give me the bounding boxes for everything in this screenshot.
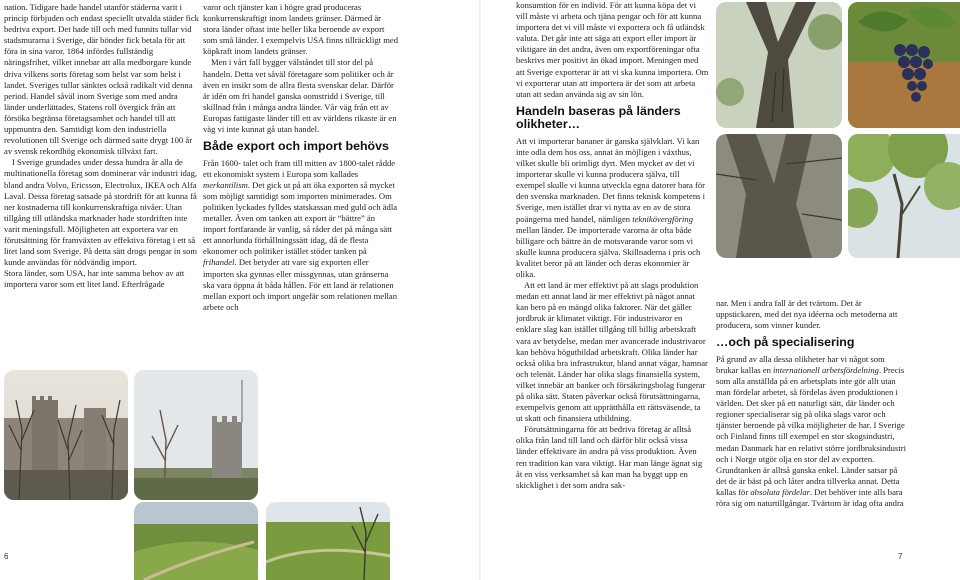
text-column-1 <box>4 2 200 314</box>
green-field-photo <box>134 502 258 580</box>
field-trees-photo <box>266 502 390 580</box>
page-number-right: 7 <box>898 552 903 561</box>
tree-trunk-photo <box>716 2 842 128</box>
tree-bark-photo <box>716 134 842 258</box>
section-heading: …och på specialisering <box>716 335 855 350</box>
paragraph: nar. Men i andra fall är det tvärtom. Det är uppstickaren, med det nya idéerna och metoderna att producera, som vinner kunder. <box>716 298 898 331</box>
paragraph: konsumtion för en individ. För att kunna köpa det vi vill måste vi arbeta och tjäna pengar och för att kunna importera det vi vill måste vi exportera och få utländsk valuta. Det går inte att säga att export eller import är viktigare än det andra, även om exportföreningar ofta beskrivs mer positivt än ökad import. Meningen med att Sverige exporterar är att vi ska kunna importera. Om vi exporterar utan att importera är det som att arbeta utan att sedan använda sig av sin lön. <box>516 0 709 99</box>
page-gutter <box>479 0 481 580</box>
paragraph: varor och tjänster kan i högre grad produceras konkurrenskraftigt inom landets gränser. Därmed är stora länder oftast inte heller lika beroende av export som små länder. I exempelvis USA finns tillräckligt med köpkraft inom landets gränser. <box>203 2 398 57</box>
paragraph: Att vi importerar bananer är ganska självklart. Vi kan inte odla dem hos oss, annat än möjligen i växthus, vilket skulle bli orimligt dyrt. Men mycket av det vi importerar skulle vi kunna producera själva, till exempel skulle vi kunna utveckla egna datorer bara för den svenska marknaden. Det finns teknisk kompetens i Sverige, men istället drar vi nytta av en av de stora poängerna med handel, nämligen teknikövergföring mellan länder. De importerade varorna är ofta både billigare och bättre än de motsvarande varor som vi skulle kunna producera själva. Skillnaderna i pris och kvalitet beror på att länder och deras ekonomier är olika. <box>516 135 706 279</box>
tower-photo <box>134 370 258 500</box>
paragraph: nation. Tidigare hade handel utanför städerna varit i princip förbjuden och endast speciellt utvalda städer fick bedriva export. Det hade till och med funnits tullar vid stadsmurarna i Sverige, där bönder fick betala för att föra in sina varor. 1864 infördes fullständig näringsfrihet, vilket innebar att alla medborgare kunde driva vilkens sorts företag som helst var som helst i landet. Sveriges tullar sänktes också radikalt vid denna period. Handel såväl inom Sverige som med andra länder underlättades. Statens roll övergick från att försöka begränsa företagsamhet och handel till att uppmuntra den. Samtidigt kom den industriella revolutionen till Sverige och därmed satte drygt 100 år av svensk rekordhög ekonomisk tillväxt fart. <box>4 2 199 157</box>
paragraph: Men i vårt fall bygger välståndet till stor del på handeln. Detta vet såväl företagare som politiker och är även en insikt som de allra flesta svenskar delar. Därför är idén om fri handel ganska oomstridd i Sverige, till skillnad från i många andra länder. Vår väg från ett av Europas fattigaste länder till ett av världens rikaste är en väg vi inte kunnat gå utan handel. <box>203 57 397 135</box>
grapes-photo <box>848 2 960 128</box>
page-number-left: 6 <box>4 552 9 561</box>
paragraph: Förutsättningarna för att bedriva företag är alltså olika från land till land och därför blir också vissa länder effektivare än andra på viss produktion. Även ren tradition kan vara viktigt. Har man länge ägnat sig åt en viss verksamhet så kan man ha byggt upp en skicklighet i det som andra sak- <box>516 424 703 490</box>
text-column-3 <box>516 0 709 515</box>
text-column-4 <box>716 298 908 524</box>
paragraph: Att ett land är mer effektivt på att slags produktion medan ett annat land är mer effektivt på något annat kan bero på en mängd olika faktorer. När det gäller jordbruk är klimatet viktigt. För industrivaror en enklare slag kan istället tillgång till billig arbetskraft vara av betydelse, medan mer avancerade industrivaror kan behöva högutbildad arbetskraft. Olika länder har också olika bra infrastruktur, bland annat vägar, hamnar och telenät. Länder har olika slags finansiella system, vilket innebär att banker och försäkringsbolag fungerar på olika sätt. Staten påverkar också förutsättningarna, exempelvis genom att upprätthålla ett rättsväsende, ta ut skatt och finansiera utbildning. <box>516 280 708 424</box>
paragraph: Från 1600- talet och fram till mitten av 1800-talet rådde ett ekonomiskt system i Europa som kallades merkantilism. Det gick ut på att öka exporten så mycket som möjligt samtidigt som importen minimerades. Om politiken lyckades fylldes statskassan med guld och ädla metaller. Även om tanken att export är “bättre” än import fortfarande är vanlig, så råder det på många sätt ett annorlunda förhållningssätt idag, då de flesta ekonomer och politiker istället stöder tanken på frihandel. Det betyder att vare sig exporten eller importen ska gynnas eller missgynnas, utan gränserna ska vara öppna åt båda hållen. För ett land är relationen mellan export och import ungefär som relationen mellan arbete och <box>203 157 398 312</box>
section-heading: Handeln baseras på länders olikheter… <box>516 103 681 132</box>
city-wall-photo <box>4 370 128 500</box>
paragraph: På grund av alla dessa olikheter har vi något som brukar kallas en internationell arbetsfördelning. Precis som alla anställda på en arbetsplats inte gör allt utan man fördelar arbetet, så fördelas även produktionen i världen. Det sker på ett naturligt sätt, där länder och regioner specialiserar sig på olika slags varor och tjänster beroende på vilka möjligheter de har. I Sverige och Finland finns till exempel en stor skogsindustri, medan Danmark har en relativt större jordbruksindustri och i Norge utgör olja en stor del av exporten. Grundtanken är alltså ganska enkel. Länder satsar på det de är bäst på och låter andra tillverka annat. Detta kallas för absoluta fördelar. Det behöver inte alls bara röra sig om naturtillgångar. Tvärtom är idag ofta andra <box>716 353 906 508</box>
paragraph: I Sverige grundades under dessa hundra år alla de multinationella företag som dominerar vår industri idag, bland andra Volvo, Ericsson, Electrolux, IKEA och Alfa Laval. Dessa företag satsade på stordrift för att kunna få ner kostnaderna till konkurrenskraftiga nivåer. Utan tillgång till utländska marknader hade stordriften inte varit meningsfull. Möjligheten att exportera var en förutsättning för framväxten av effektiva företag i ett så litet land som Sverige. På detta sätt drogs pengar in som kunde användas för nödvändig import. <box>4 157 198 268</box>
text-column-2 <box>203 2 399 314</box>
paragraph: Stora länder, som USA, har inte samma behov av att importera varor som ett litet land. Efterfrågade <box>4 268 185 290</box>
tree-canopy-photo <box>848 134 960 258</box>
section-heading: Både export och import behövs <box>203 139 389 154</box>
